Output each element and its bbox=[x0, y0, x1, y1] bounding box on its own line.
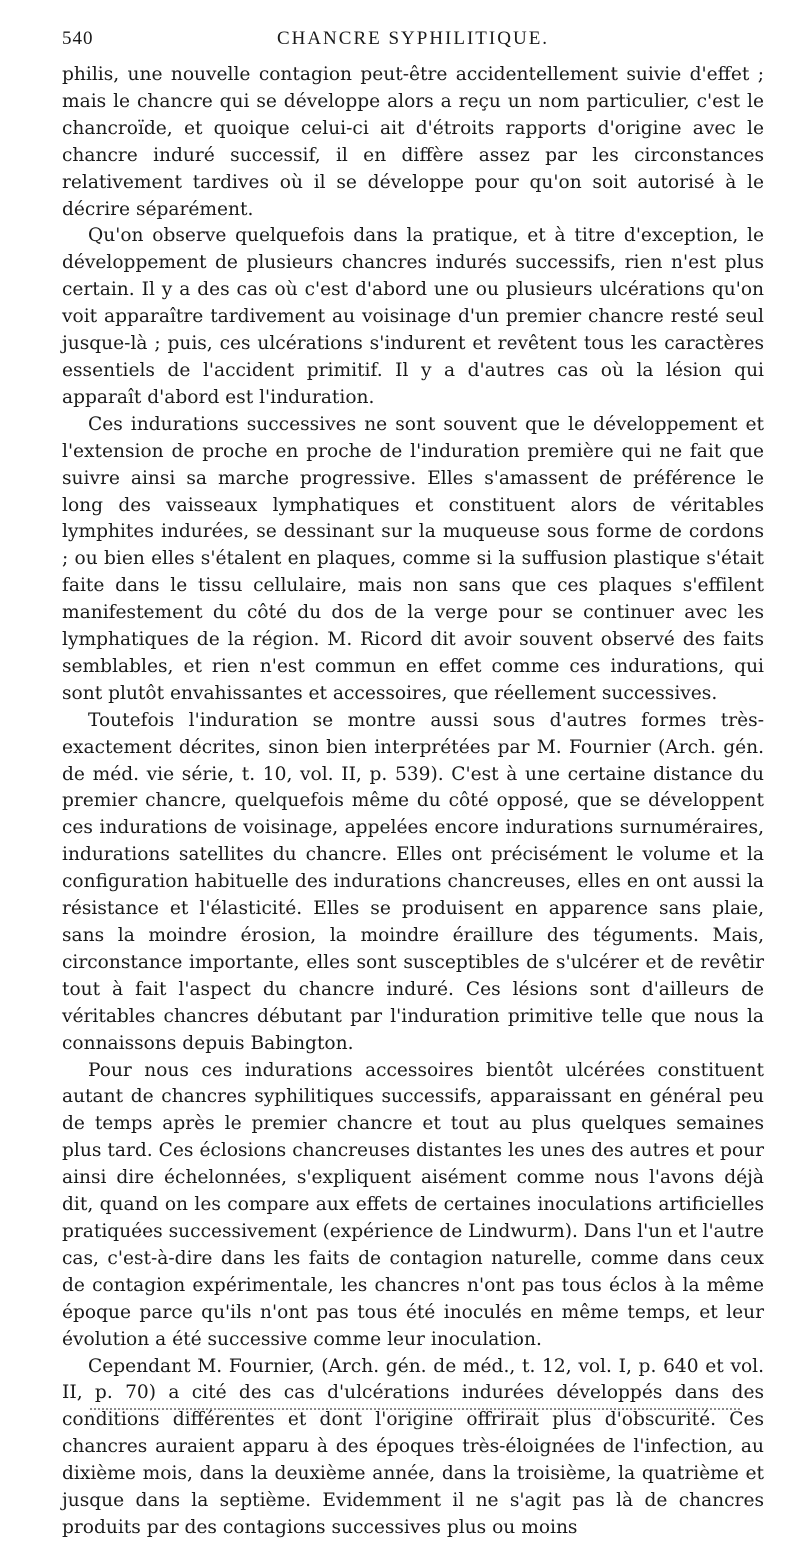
paragraph: philis, une nouvelle contagion peut-être accidentellement suivie d'effet ; mais le chancre qui se développe alors a reçu un nom particulier, c'est le chancroïde, et quoique celui-ci ait d'étroits rapports d'origine avec le chancre induré successif, il en diffère assez par les circonstances relativement tardives où il se développe pour qu'on soit autorisé à le décrire séparément. bbox=[62, 64, 764, 220]
paragraph: Cependant M. Fournier, (Arch. gén. de méd., t. 12, vol. I, p. 640 et vol. II, p. 70) a cité des cas d'ulcérations indurées développés dans des conditions différentes et dont l'origine offrirait plus d'obscurité. Ces chancres auraient apparu à des époques très-éloignées de l'infection, au dixième mois, dans la deuxième année, dans la troisième, la quatrième et jusque dans la septième. Evidemment il ne s'agit pas là de chancres produits par des contagions successives plus ou moins bbox=[62, 1355, 764, 1538]
running-title: CHANCRE SYPHILITIQUE. bbox=[276, 28, 550, 49]
page-header bbox=[62, 28, 764, 60]
paragraph: Pour nous ces indurations accessoires bientôt ulcérées constituent autant de chancres syphilitiques successifs, apparaissant en général peu de temps après le premier chancre et tout au plus quelques semaines plus tard. Ces éclosions chancreuses distantes les unes des autres et pour ainsi dire échelonnées, s'expliquent aisément comme nous l'avons déjà dit, quand on les compare aux effets de certaines inoculations artificielles pratiquées successivement (expérience de Lindwurm). Dans l'un et l'autre cas, c'est-à-dire dans les faits de contagion naturelle, comme dans ceux de contagion expérimentale, les chancres n'ont pas tous éclos à la même époque parce qu'ils n'ont pas tous été inoculés en même temps, et leur évolution a été successive comme leur inoculation. bbox=[62, 1059, 764, 1350]
paragraph: Qu'on observe quelquefois dans la pratique, et à titre d'exception, le développement de plusieurs chancres indurés successifs, rien n'est plus certain. Il y a des cas où c'est d'abord une ou plusieurs ulcérations qu'on voit apparaître tardivement au voisinage d'un premier chancre resté seul jusque-là ; puis, ces ulcérations s'indurent et revêtent tous les caractères essentiels de l'accident primitif. Il y a d'autres cas où la lésion qui apparaît d'abord est l'induration. bbox=[62, 225, 764, 408]
paragraph: Toutefois l'induration se montre aussi sous d'autres formes très-exactement décrites, sinon bien interprétées par M. Fournier (Arch. gén. de méd. vie série, t. 10, vol. II, p. 539). C'est à une certaine distance du premier chancre, quelquefois même du côté opposé, que se développent ces indurations de voisinage, appelées encore indurations surnuméraires, indurations satellites du chancre. Elles ont précisément le volume et la configuration habituelle des indurations chancreuses, elles en ont aussi la résistance et l'élasticité. Elles se produisent en apparence sans plaie, sans la moindre érosion, la moindre éraillure des téguments. Mais, circonstance importante, elles sont susceptibles de s'ulcérer et de revêtir tout à fait l'aspect du chancre induré. Ces lésions sont d'ailleurs de véritables chancres débutant par l'induration primitive telle que nous la connaissons depuis Babington. bbox=[62, 709, 764, 1054]
footer-dotted-rule bbox=[90, 1408, 740, 1410]
paragraph: Ces indurations successives ne sont souvent que le développement et l'extension de proche en proche de l'induration première qui ne fait que suivre ainsi sa marche progressive. Elles s'amassent de préférence le long des vaisseaux lymphatiques et constituent alors de véritables lymphites indurées, se dessinant sur la muqueuse sous forme de cordons ; ou bien elles s'étalent en plaques, comme si la suffusion plastique s'était faite dans le tissu cellulaire, mais non sans que ces plaques s'effilent manifestement du côté du dos de la verge pour se continuer avec les lymphatiques de la région. M. Ricord dit avoir souvent observé des faits semblables, et rien n'est commun en effet comme ces indurations, qui sont plutôt envahissantes et accessoires, que réellement successives. bbox=[62, 413, 764, 704]
body-text bbox=[62, 62, 764, 1542]
page-number: 540 bbox=[62, 28, 94, 49]
